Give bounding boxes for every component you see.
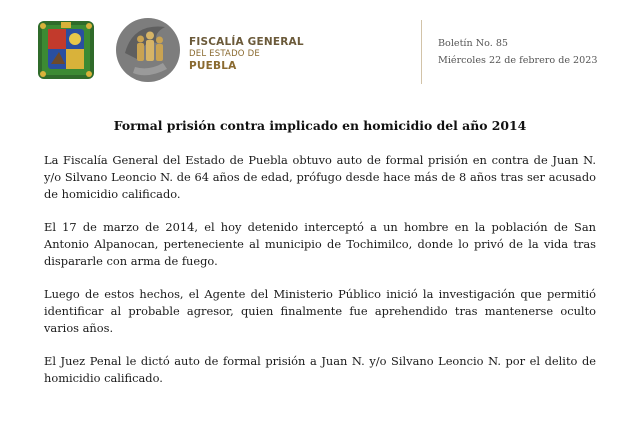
paragraph: Luego de estos hechos, el Agente del Ministerio Público inició la investigación que permitió identificar al probable agresor, quien finalmente fue aprehendido tras mantenerse oculto varios años. — [44, 287, 596, 335]
document-title: Formal prisión contra implicado en homicidio del año 2014 — [113, 118, 527, 133]
org-line-2: DEL ESTADO DE — [189, 49, 260, 59]
document-header — [0, 0, 640, 100]
header-divider — [421, 20, 422, 84]
document-body — [44, 152, 596, 403]
bulletin-date: Miércoles 22 de febrero de 2023 — [438, 55, 598, 66]
fiscalia-logo-icon — [113, 13, 183, 83]
paragraph: La Fiscalía General del Estado de Puebla obtuvo auto de formal prisión en contra de Juan N. y/o Silvano Leoncio N. de 64 años de edad, prófugo desde hace más de 8 años tras ser acusado de homicidio calificado. — [44, 153, 596, 201]
organization-name — [189, 36, 304, 72]
puebla-coat-of-arms-icon — [37, 20, 95, 80]
bulletin-number: Boletín No. 85 — [438, 38, 509, 49]
org-line-1: FISCALÍA GENERAL — [189, 36, 304, 48]
paragraph: El Juez Penal le dictó auto de formal prisión a Juan N. y/o Silvano Leoncio N. por el delito de homicidio calificado. — [44, 354, 596, 385]
paragraph: El 17 de marzo de 2014, el hoy detenido interceptó a un hombre en la población de San Antonio Alpanocan, perteneciente al municipio de Tochimilco, donde lo privó de la vida tras dispararle con arma de fuego. — [44, 220, 596, 268]
bulletin-info — [438, 35, 597, 69]
org-line-3: PUEBLA — [189, 60, 237, 72]
